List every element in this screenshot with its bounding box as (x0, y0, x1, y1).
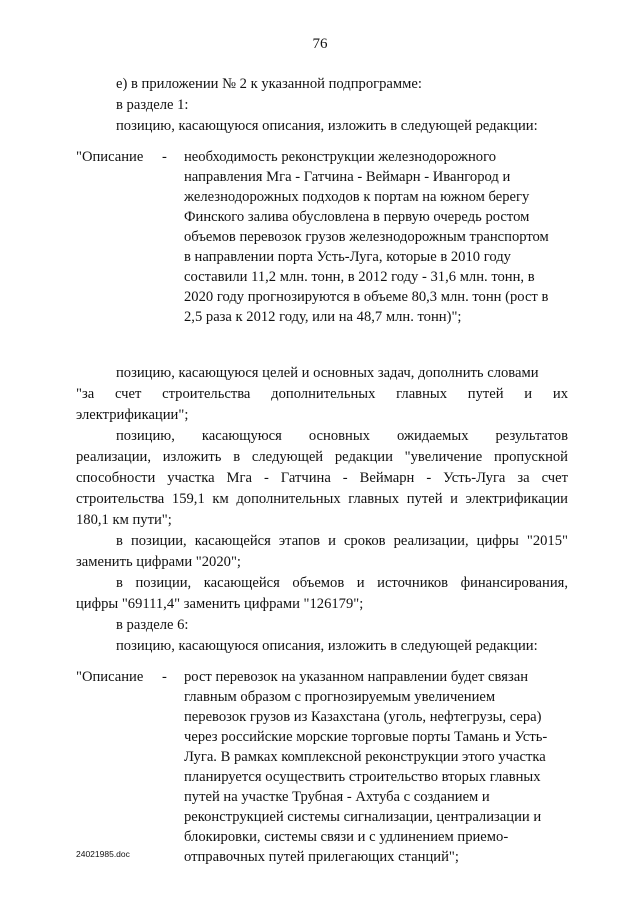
description-line: необходимость реконструкции железнодорожного (184, 149, 497, 165)
description-line: в направлении порта Усть-Луга, которые в 2010 году (184, 249, 511, 265)
paragraph-stages (76, 531, 568, 573)
footer-filename: 24021985.doc (76, 849, 130, 859)
description-line: через российские морские торговые порты Тамань и Усть- (184, 729, 548, 745)
paragraph-line: позицию, касающуюся целей и основных задач, дополнить словами (116, 365, 539, 381)
description-line: реконструкцией системы сигнализации, централизации и (184, 809, 542, 825)
paragraph-line: в позиции, касающейся этапов и сроков реализации, цифры "2015" (116, 533, 568, 549)
description-line: Луга. В рамках комплексной реконструкции этого участка (184, 749, 546, 765)
section6-line-1: в разделе 6: (116, 617, 189, 633)
description-label: "Описание (76, 149, 144, 165)
description-dash: - (162, 669, 167, 685)
description-line: блокировки, системы связи и с удлинением приемо- (184, 829, 509, 845)
intro-line-3: позицию, касающуюся описания, изложить в следующей редакции: (116, 118, 538, 134)
paragraph-line: способности участка Мга - Гатчина - Веймарн - Усть-Луга за счет (76, 470, 568, 486)
description-line: путей на участке Трубная - Ахтуба с созданием и (184, 789, 490, 805)
description-line: объемов перевозок грузов железнодорожным транспортом (184, 229, 549, 245)
document-body (76, 74, 568, 867)
description-line: составили 11,2 млн. тонн, в 2012 году - 31,6 млн. тонн, в (184, 269, 535, 285)
paragraph-line: "за счет строительства дополнительных главных путей и их (76, 386, 568, 402)
description-line: перевозок грузов из Казахстана (уголь, нефтегрузы, сера) (184, 709, 542, 725)
paragraph-line: цифры "69111,4" заменить цифрами "126179"; (76, 596, 364, 612)
description-line: отправочных путей прилегающих станций"; (184, 849, 459, 865)
description-line: направления Мга - Гатчина - Веймарн - Ивангород и (184, 169, 511, 185)
description-line: главным образом с прогнозируемым увеличением (184, 689, 496, 705)
paragraph-line: заменить цифрами "2020"; (76, 554, 241, 570)
description-block-2 (76, 667, 568, 867)
paragraph-results (76, 426, 568, 531)
description-line: рост перевозок на указанном направлении будет связан (184, 669, 528, 685)
description-block-1 (76, 147, 568, 327)
description-line: железнодорожных подходов к портам на южном берегу (184, 189, 530, 205)
description-line: Финского залива обусловлена в первую очередь ростом (184, 209, 530, 225)
intro-line-2: в разделе 1: (116, 97, 189, 113)
description-line: 2020 году прогнозируются в объеме 80,3 млн. тонн (рост в (184, 289, 549, 305)
description-text (184, 147, 568, 327)
description-label: "Описание (76, 669, 144, 685)
paragraph-financing (76, 573, 568, 615)
paragraph-line: в позиции, касающейся объемов и источников финансирования, (116, 575, 568, 591)
section6-line-2: позицию, касающуюся описания, изложить в следующей редакции: (116, 638, 538, 654)
paragraph-line: позицию, касающуюся основных ожидаемых результатов (116, 428, 568, 444)
description-dash: - (162, 149, 167, 165)
description-line: планируется осуществить строительство вторых главных (184, 769, 541, 785)
intro-line-1: е) в приложении № 2 к указанной подпрограмме: (116, 76, 422, 92)
paragraph-goals (76, 363, 568, 426)
paragraph-line: реализации, изложить в следующей редакции "увеличение пропускной (76, 449, 568, 465)
paragraph-line: строительства 159,1 км дополнительных главных путей и электрификации (76, 491, 568, 507)
page-number: 76 (312, 36, 328, 52)
description-text (184, 667, 568, 867)
description-line: 2,5 раза к 2012 году, или на 48,7 млн. тонн)"; (184, 309, 462, 325)
paragraph-line: электрификации"; (76, 407, 189, 423)
paragraph-line: 180,1 км пути"; (76, 512, 172, 528)
